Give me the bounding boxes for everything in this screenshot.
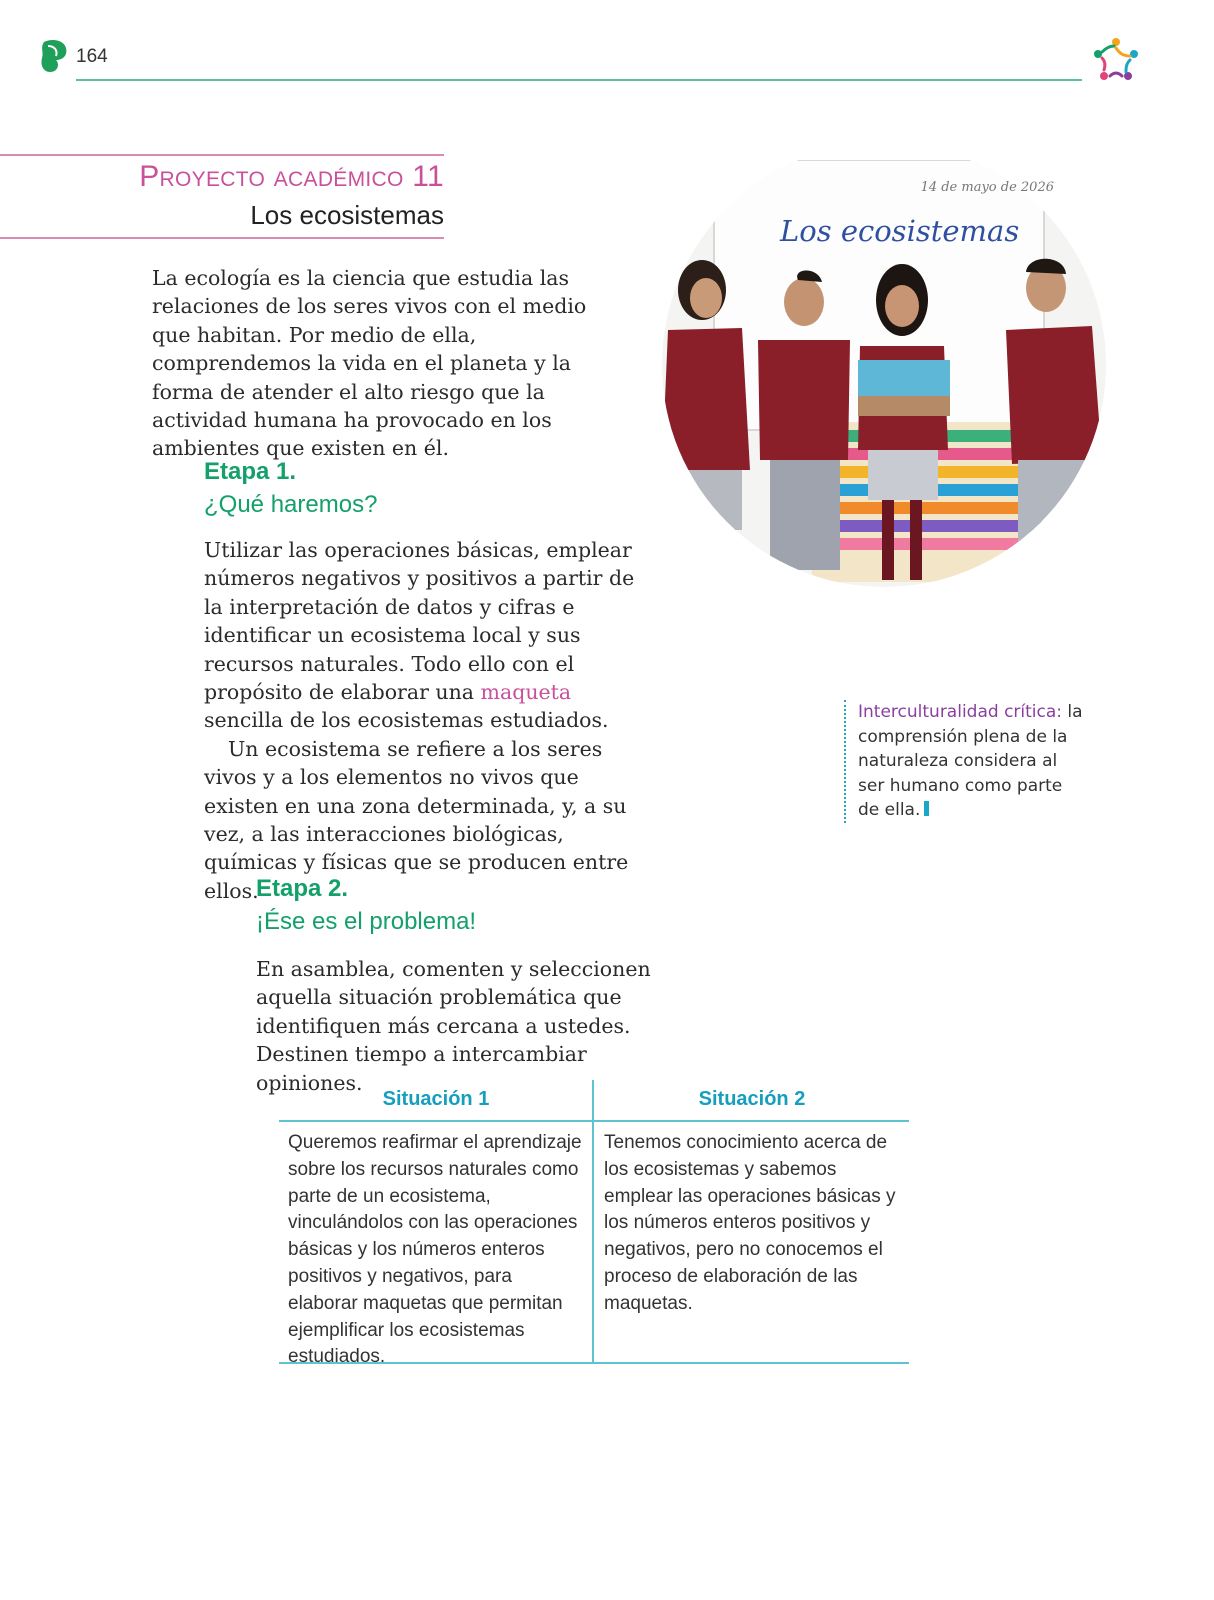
glossary-note [844,700,1088,823]
board-title: Los ecosistemas [780,214,1020,248]
glossary-term-maqueta[interactable]: maqueta [480,680,572,705]
stage2-paragraph: En asamblea, comenten y seleccionen aquella situación problemática que identifiquen más cercana a ustedes. Destinen tiempo a intercambiar opiniones. [256,957,651,1095]
stage2-heading: Etapa 2. [256,875,349,902]
situations-table [279,1080,909,1368]
table-header-situation-2: Situación 2 [698,1088,806,1110]
end-mark-icon [924,801,929,816]
glossary-note-text: la comprensión plena de la naturaleza considera al ser humano como parte de ella. [858,702,1083,821]
table-column-situation-1 [279,1080,593,1368]
intro-paragraph: La ecología es la ciencia que estudia las relaciones de los seres vivos con el medio que habitan. Por medio de ella, comprendemos la vida en el planeta y la forma de atender el alto riesgo que la actividad humana ha provocado en los ambientes que existen en él. [152,266,587,461]
project-subtitle: Los ecosistemas [250,200,444,230]
table-header-situation-1: Situación 1 [382,1088,490,1110]
board-date: 14 de mayo de 2026 [920,180,1054,195]
stage1-paragraph-2: Un ecosistema se refiere a los seres vivos y a los elementos no vivos que existen en una zona determinada, y, a su vez, a las interacciones biológicas, químicas y físicas que se producen entre ellos. [204,736,629,903]
title-rule-bottom [0,237,444,239]
stage1-body [204,536,644,905]
title-rule-top [0,154,444,156]
green-leaf-logo-icon [38,38,68,74]
stage1-heading: Etapa 1. [204,458,297,485]
table-column-situation-2 [595,1080,909,1364]
glossary-note-term: Interculturalidad crítica: [858,702,1063,722]
table-cell-situation-2: Tenemos conocimiento acerca de los ecosistemas y sabemos emplear las operaciones básicas y los números enteros positivos y negativos, pero no conocemos el proceso de elaboración de las maquetas. [604,1132,896,1314]
table-cell-situation-1: Queremos reafirmar el aprendizaje sobre los recursos naturales como parte de un ecosistema, vinculándolos con las operaciones básicas y los números enteros positivos y negativos, para elaborar maquetas que permitan ejemplificar los ecosistemas estudiados. [288,1132,582,1368]
header-rule [76,79,1082,81]
stage1-paragraph-1: Utilizar las operaciones básicas, emplear números negativos y positivos a partir de la interpretación de datos y cifras e identificar un ecosistema local y sus recursos naturales. Todo ello con el propósito de elaborar una maqueta sencilla de los ecosistemas estudiados. [204,538,635,733]
stage1-question: ¿Qué haremos? [204,491,378,518]
page-number: 164 [76,46,108,67]
stage2-question: ¡Ése es el problema! [256,908,477,935]
colorful-people-circle-icon [1090,34,1142,86]
project-title: Proyecto académico 11 [139,160,444,193]
